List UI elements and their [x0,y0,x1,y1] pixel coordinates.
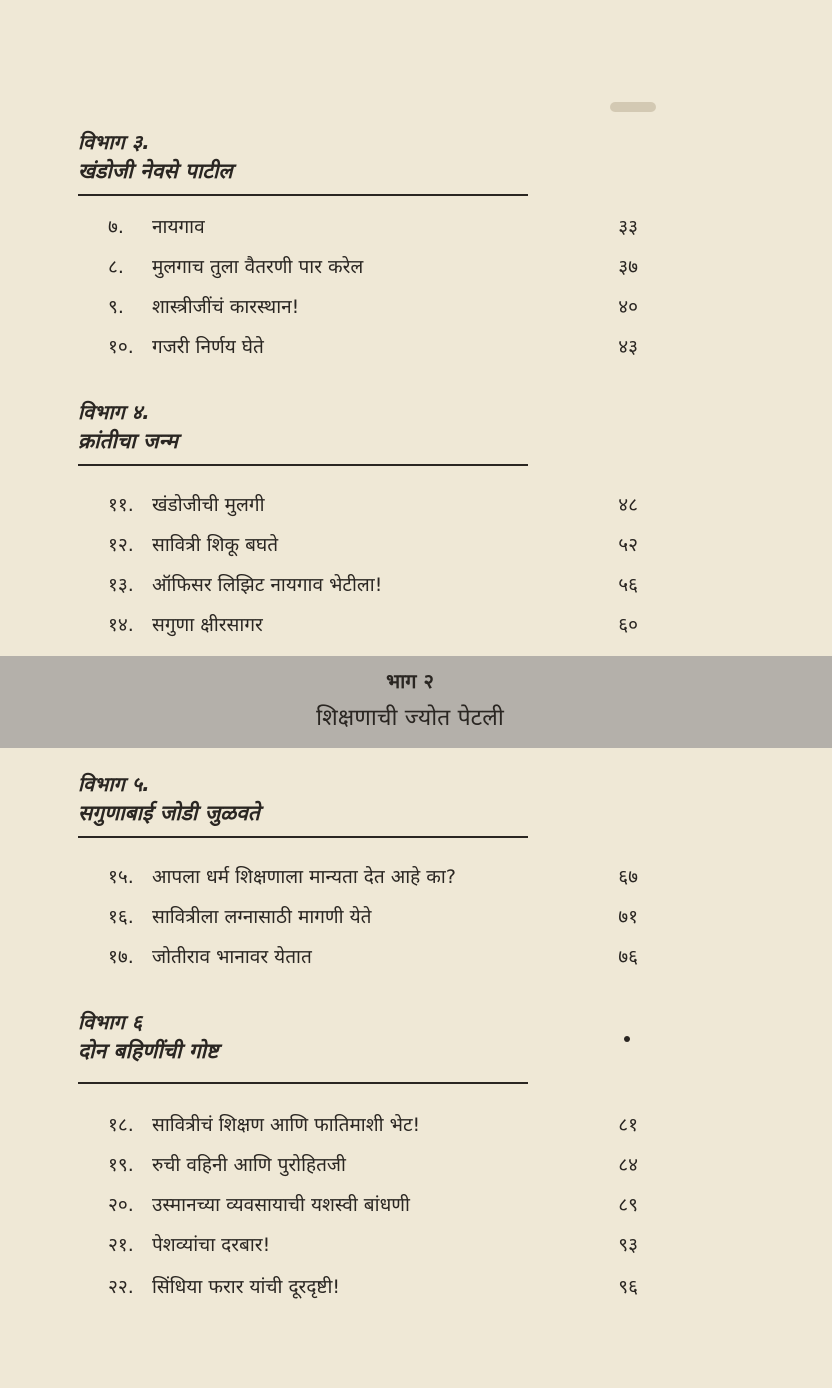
section-label: विभाग ३. [78,130,150,154]
section-title: खंडोजी नेवसे पाटील [78,159,233,183]
entry-number: १७. [108,946,134,968]
entry-title: सावित्रीचं शिक्षण आणि फातिमाशी भेट! [152,1114,421,1136]
toc-entry [108,610,638,640]
entry-number: ११. [108,494,134,516]
entry-title: आपला धर्म शिक्षणाला मान्यता देत आहे का? [152,866,456,888]
part-banner [0,656,832,748]
entry-page: ४८ [618,494,638,516]
entry-number: २२. [108,1276,134,1298]
entry-title: मुलगाच तुला वैतरणी पार करेल [152,256,364,278]
ink-dot [624,1036,630,1042]
entry-number: १६. [108,906,134,928]
entry-page: ६० [618,614,638,636]
entry-page: ४३ [618,336,638,358]
section-divider [78,1082,528,1084]
entry-number: २१. [108,1234,134,1256]
entry-number: १४. [108,614,134,636]
part-title: शिक्षणाची ज्योत पेटली [316,705,504,731]
entry-title: जोतीराव भानावर येतात [152,946,312,968]
entry-number: ८. [108,256,124,278]
section-3-header [78,128,528,196]
toc-entry [108,252,638,282]
toc-entry [108,212,638,242]
toc-entry [108,570,638,600]
section-6-header [78,1008,528,1084]
entry-page: ८४ [618,1154,638,1176]
entry-page: ७६ [618,946,638,968]
paper-smudge [610,102,656,112]
toc-entry [108,942,638,972]
entry-number: १३. [108,574,134,596]
section-label: विभाग ५. [78,772,150,796]
entry-title: नायगाव [152,216,205,238]
entry-page: ६७ [618,866,638,888]
toc-entry [108,1272,638,1302]
entry-page: ५६ [618,574,638,596]
section-title: क्रांतीचा जन्म [78,429,178,453]
entry-title: खंडोजीची मुलगी [152,494,265,516]
entry-page: ९३ [618,1234,638,1256]
toc-entry [108,862,638,892]
toc-entry [108,490,638,520]
entry-number: १८. [108,1114,134,1136]
section-title: दोन बहिणींची गोष्ट [78,1039,219,1063]
entry-title: सावित्रीला लग्नासाठी मागणी येते [152,906,372,928]
section-5-header [78,770,528,838]
entry-number: ९. [108,296,124,318]
entry-page: ४० [618,296,638,318]
section-label: विभाग ६ [78,1010,143,1034]
toc-entry [108,1150,638,1180]
section-title: सगुणाबाई जोडी जुळवते [78,801,260,825]
section-4-header [78,398,528,466]
entry-page: ८९ [618,1194,638,1216]
entry-page: ७१ [618,906,638,928]
entry-title: शास्त्रीजींचं कारस्थान! [152,296,300,318]
toc-entry [108,332,638,362]
section-divider [78,194,528,196]
toc-entry [108,530,638,560]
entry-number: १०. [108,336,134,358]
section-divider [78,464,528,466]
entry-title: ऑफिसर लिझिट नायगाव भेटीला! [152,574,383,596]
entry-page: ३७ [618,256,638,278]
toc-entry [108,292,638,322]
entry-title: सावित्री शिकू बघते [152,534,279,556]
part-label: भाग २ [386,669,434,693]
entry-page: ८१ [618,1114,638,1136]
entry-number: १५. [108,866,134,888]
entry-page: ९६ [618,1276,638,1298]
entry-page: ५२ [618,534,638,556]
toc-entry [108,1110,638,1140]
entry-title: सिंधिया फरार यांची दूरदृष्टी! [152,1276,341,1298]
entry-title: सगुणा क्षीरसागर [152,614,263,636]
entry-number: ७. [108,216,124,238]
entry-page: ३३ [618,216,638,238]
toc-entry [108,902,638,932]
section-divider [78,836,528,838]
toc-entry [108,1230,638,1260]
entry-number: १२. [108,534,134,556]
entry-title: पेशव्यांचा दरबार! [152,1234,271,1256]
entry-title: गजरी निर्णय घेते [152,336,264,358]
entry-number: २०. [108,1194,134,1216]
entry-number: १९. [108,1154,134,1176]
entry-title: रुची वहिनी आणि पुरोहितजी [152,1154,346,1176]
entry-title: उस्मानच्या व्यवसायाची यशस्वी बांधणी [152,1194,410,1216]
section-label: विभाग ४. [78,400,150,424]
toc-entry [108,1190,638,1220]
